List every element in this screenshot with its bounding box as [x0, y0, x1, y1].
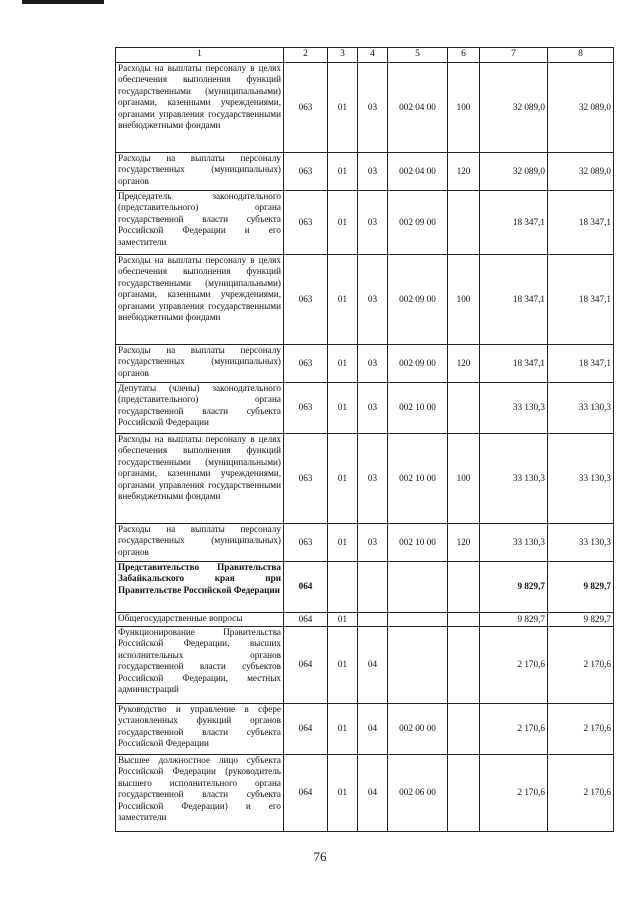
table-row	[116, 434, 614, 524]
code-section: 01	[328, 704, 358, 755]
row-description: Расходы на выплаты персоналу государственных (муниципальных) органов	[116, 153, 284, 191]
code-subsection: 04	[358, 704, 388, 755]
code-ministry: 064	[284, 613, 328, 627]
code-expense-type: 100	[448, 434, 480, 524]
code-section: 01	[328, 524, 358, 562]
code-target: 002 06 00	[388, 755, 448, 832]
scan-corner-mark	[22, 0, 104, 4]
column-header: 5	[388, 48, 448, 63]
amount-year-2: 9 829,7	[548, 562, 614, 613]
code-subsection: 04	[358, 755, 388, 832]
code-target: 002 10 00	[388, 434, 448, 524]
amount-year-2: 18 347,1	[548, 255, 614, 345]
code-subsection: 03	[358, 345, 388, 383]
code-target: 002 00 00	[388, 704, 448, 755]
code-section: 01	[328, 627, 358, 704]
code-ministry: 063	[284, 63, 328, 153]
amount-year-1: 32 089,0	[480, 63, 548, 153]
table-row	[116, 345, 614, 383]
table-row	[116, 704, 614, 755]
code-subsection: 03	[358, 153, 388, 191]
code-target: 002 10 00	[388, 383, 448, 434]
row-description: Председатель законодательного (представительного) органа государственной власти субъекта Российской Федерации и его заместители	[116, 191, 284, 255]
amount-year-2: 2 170,6	[548, 704, 614, 755]
amount-year-1: 33 130,3	[480, 434, 548, 524]
code-ministry: 064	[284, 704, 328, 755]
code-subsection: 03	[358, 63, 388, 153]
row-description: Высшее должностное лицо субъекта Российской Федерации (руководитель высшего исполнительного органа государственной власти субъекта Российской Федерации) и его заместители	[116, 755, 284, 832]
code-expense-type: 120	[448, 153, 480, 191]
amount-year-1: 32 089,0	[480, 153, 548, 191]
code-expense-type: 120	[448, 524, 480, 562]
amount-year-2: 33 130,3	[548, 383, 614, 434]
column-header: 6	[448, 48, 480, 63]
table-row	[116, 627, 614, 704]
column-header: 1	[116, 48, 284, 63]
amount-year-1: 9 829,7	[480, 562, 548, 613]
amount-year-2: 18 347,1	[548, 191, 614, 255]
code-section: 01	[328, 153, 358, 191]
table-row	[116, 255, 614, 345]
code-target	[388, 562, 448, 613]
table-row	[116, 191, 614, 255]
column-header: 3	[328, 48, 358, 63]
amount-year-1: 33 130,3	[480, 383, 548, 434]
code-target: 002 09 00	[388, 255, 448, 345]
code-section: 01	[328, 191, 358, 255]
code-section: 01	[328, 434, 358, 524]
header-row	[116, 48, 614, 63]
code-subsection: 03	[358, 191, 388, 255]
amount-year-2: 18 347,1	[548, 345, 614, 383]
budget-table	[115, 47, 614, 832]
code-subsection: 04	[358, 627, 388, 704]
column-header: 4	[358, 48, 388, 63]
row-description: Функционирование Правительства Российской Федерации, высших исполнительных органов государственной власти субъектов Российской Федерации, местных администраций	[116, 627, 284, 704]
code-target	[388, 613, 448, 627]
amount-year-1: 2 170,6	[480, 755, 548, 832]
row-description: Расходы на выплаты персоналу государственных (муниципальных) органов	[116, 345, 284, 383]
code-ministry: 064	[284, 755, 328, 832]
code-subsection	[358, 562, 388, 613]
amount-year-2: 2 170,6	[548, 627, 614, 704]
code-expense-type: 100	[448, 255, 480, 345]
code-subsection: 03	[358, 434, 388, 524]
amount-year-2: 33 130,3	[548, 434, 614, 524]
code-ministry: 063	[284, 255, 328, 345]
code-target: 002 10 00	[388, 524, 448, 562]
code-section: 01	[328, 755, 358, 832]
table-row	[116, 63, 614, 153]
code-target: 002 09 00	[388, 191, 448, 255]
table-row	[116, 755, 614, 832]
code-ministry: 063	[284, 191, 328, 255]
code-section: 01	[328, 63, 358, 153]
row-description: Расходы на выплаты персоналу в целях обеспечения выполнения функций государственными (муниципальными) органами, казенными учреждениями, органами управления государственными внебюджетными фондами	[116, 434, 284, 524]
code-ministry: 063	[284, 383, 328, 434]
table-row	[116, 613, 614, 627]
column-header: 7	[480, 48, 548, 63]
code-ministry: 064	[284, 627, 328, 704]
code-section: 01	[328, 613, 358, 627]
amount-year-2: 32 089,0	[548, 153, 614, 191]
code-expense-type	[448, 613, 480, 627]
code-ministry: 063	[284, 524, 328, 562]
row-description: Расходы на выплаты персоналу в целях обеспечения выполнения функций государственными (муниципальными) органами, казенными учреждениями, органами управления государственными внебюджетными фондами	[116, 63, 284, 153]
column-header: 8	[548, 48, 614, 63]
amount-year-2: 2 170,6	[548, 755, 614, 832]
row-description: Руководство и управление в сфере установленных функций органов государственной власти субъекта Российской Федерации	[116, 704, 284, 755]
code-target: 002 09 00	[388, 345, 448, 383]
amount-year-1: 18 347,1	[480, 345, 548, 383]
code-target	[388, 627, 448, 704]
amount-year-1: 2 170,6	[480, 704, 548, 755]
page-number: 76	[313, 849, 327, 864]
table-row	[116, 153, 614, 191]
code-section: 01	[328, 345, 358, 383]
code-expense-type: 120	[448, 345, 480, 383]
code-expense-type: 100	[448, 63, 480, 153]
code-subsection: 03	[358, 383, 388, 434]
code-subsection: 03	[358, 255, 388, 345]
table-row	[116, 562, 614, 613]
amount-year-1: 9 829,7	[480, 613, 548, 627]
code-expense-type	[448, 627, 480, 704]
table-row	[116, 383, 614, 434]
amount-year-2: 9 829,7	[548, 613, 614, 627]
code-expense-type	[448, 755, 480, 832]
row-description: Расходы на выплаты персоналу в целях обеспечения выполнения функций государственными (муниципальными) органами, казенными учреждениями, органами управления государственными внебюджетными фондами	[116, 255, 284, 345]
amount-year-1: 2 170,6	[480, 627, 548, 704]
amount-year-2: 33 130,3	[548, 524, 614, 562]
code-expense-type	[448, 704, 480, 755]
row-description: Представительство Правительства Забайкальского края при Правительстве Российской Федерации	[116, 562, 284, 613]
amount-year-1: 33 130,3	[480, 524, 548, 562]
row-description: Расходы на выплаты персоналу государственных (муниципальных) органов	[116, 524, 284, 562]
amount-year-1: 18 347,1	[480, 191, 548, 255]
code-ministry: 064	[284, 562, 328, 613]
code-section: 01	[328, 255, 358, 345]
code-expense-type	[448, 191, 480, 255]
code-subsection: 03	[358, 524, 388, 562]
code-ministry: 063	[284, 345, 328, 383]
code-ministry: 063	[284, 153, 328, 191]
code-target: 002 04 00	[388, 63, 448, 153]
code-subsection	[358, 613, 388, 627]
column-header: 2	[284, 48, 328, 63]
code-section: 01	[328, 383, 358, 434]
row-description: Депутаты (члены) законодательного (представительного) органа государственной власти субъекта Российской Федерации	[116, 383, 284, 434]
code-expense-type	[448, 562, 480, 613]
amount-year-1: 18 347,1	[480, 255, 548, 345]
code-target: 002 04 00	[388, 153, 448, 191]
table-row	[116, 524, 614, 562]
code-section	[328, 562, 358, 613]
code-ministry: 063	[284, 434, 328, 524]
amount-year-2: 32 089,0	[548, 63, 614, 153]
row-description: Общегосударственные вопросы	[116, 613, 284, 627]
code-expense-type	[448, 383, 480, 434]
